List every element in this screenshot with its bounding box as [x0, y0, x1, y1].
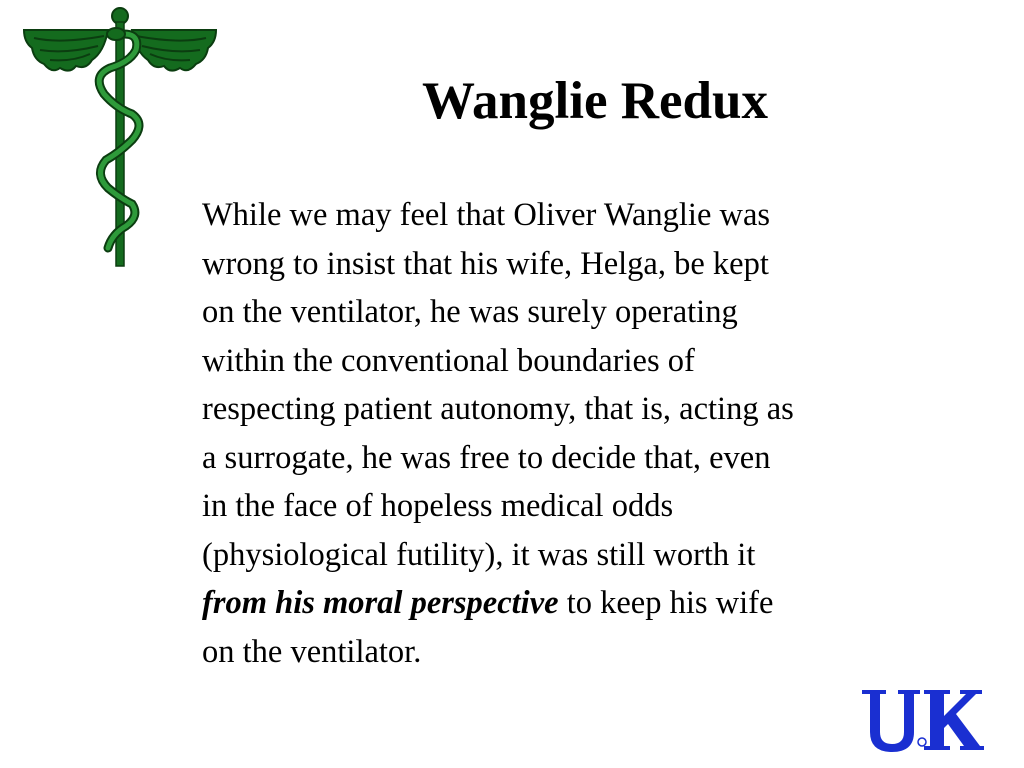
body-line-emphasis: [202, 579, 942, 628]
body-line: in the face of hopeless medical odds: [202, 488, 674, 524]
uk-logo: [860, 686, 984, 754]
body-line: within the conventional boundaries of: [202, 342, 695, 379]
slide-body: [202, 191, 942, 676]
caduceus-icon: [20, 4, 220, 270]
slide-title: Wanglie Redux: [421, 72, 769, 130]
body-line: wrong to insist that his wife, Helga, be kept: [202, 245, 769, 282]
logo-text: [0, 0, 1, 1]
body-line: on the ventilator.: [202, 633, 422, 670]
body-line: a surrogate, he was free to decide that, even: [202, 439, 771, 476]
body-line: respecting patient autonomy, that is, acting as: [202, 391, 794, 427]
body-line: While we may feel that Oliver Wanglie was: [202, 197, 771, 233]
emphasis-text: from his moral perspective: [202, 585, 559, 621]
body-line: (physiological futility), it was still worth it: [202, 536, 756, 573]
body-line: on the ventilator, he was surely operating: [202, 294, 738, 330]
after-emphasis-text: to keep his wife: [558, 585, 774, 621]
